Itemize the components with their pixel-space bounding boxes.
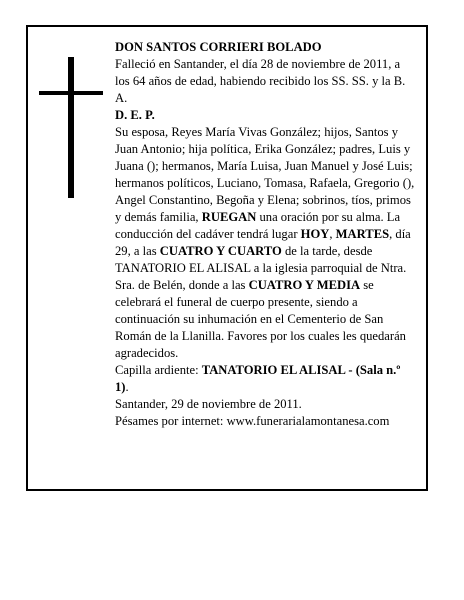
request-word: RUEGAN xyxy=(201,210,257,224)
death-notice: Falleció en Santander, el día 28 de noviembre de 2011, a los 64 años de edad, habiendo recibido los SS. SS. y la B. A. xyxy=(115,57,406,105)
comma-separator: , xyxy=(329,227,336,241)
chapel-line xyxy=(115,362,415,396)
family-list: Su esposa, Reyes María Vivas González; hijos, Santos y Juan Antonio; hija política, Erika González; padres, Luis y Juana (); hermanos, María Luisa, Juan Manuel y José Luis; hermanos políticos, Luciano, Tomasa, Rafaela, Gregorio (), Angel Constantino, Begoña y Elena; sobrinos, tíos, primos y demás familia, xyxy=(115,125,415,224)
place-date: Santander, 29 de noviembre de 2011. xyxy=(115,397,302,411)
condolences-line: Pésames por internet: www.funerarialamontanesa.com xyxy=(115,414,390,428)
procession-time: CUATRO Y CUARTO xyxy=(159,244,282,258)
obituary-text xyxy=(115,39,415,430)
family-paragraph xyxy=(115,124,415,362)
date-text: , día 29, a las xyxy=(115,227,411,258)
day-martes: MARTES xyxy=(335,227,390,241)
funeral-text: se celebrará el funeral de cuerpo presente, siendo a continuación su inhumación en el Cementerio de San Román de la Llanilla. Favores por los cuales les quedarán agradecidos. xyxy=(115,278,406,360)
obituary-card xyxy=(26,25,428,491)
mass-time: CUATRO Y MEDIA xyxy=(248,278,361,292)
day-hoy: HOY xyxy=(300,227,330,241)
chapel-location: TANATORIO EL ALISAL - (Sala n.º 1) xyxy=(115,363,401,394)
chapel-label: Capilla ardiente: xyxy=(115,363,202,377)
rip-line: D. E. P. xyxy=(115,108,155,122)
deceased-name: DON SANTOS CORRIERI BOLADO xyxy=(115,40,322,54)
request-text: una oración por su alma. La conducción del cadáver tendrá lugar xyxy=(115,210,401,241)
chapel-end: . xyxy=(125,380,129,394)
procession-text: de la tarde, desde TANATORIO EL ALISAL a la iglesia parroquial de Ntra. Sra. de Belén, donde a las xyxy=(115,244,407,292)
